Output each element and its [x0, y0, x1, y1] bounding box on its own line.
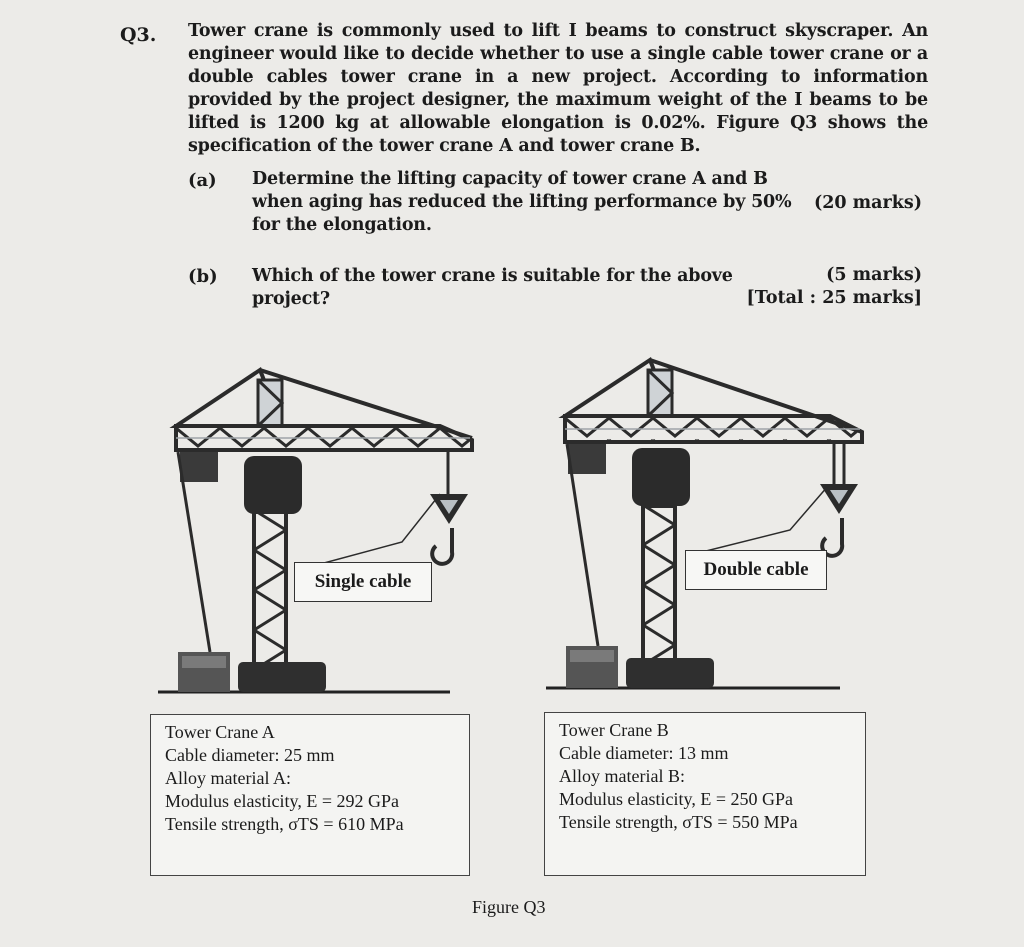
tower-crane-a — [158, 370, 472, 692]
crane-a-cable: Cable diameter: 25 mm — [165, 745, 335, 765]
crane-b-tensile: Tensile strength, σTS = 550 MPa — [559, 812, 798, 832]
crane-a-tensile: Tensile strength, σTS = 610 MPa — [165, 814, 404, 834]
total-marks: [Total : 25 marks] — [746, 288, 922, 308]
spec-box-crane-b — [544, 712, 866, 876]
figure-caption: Figure Q3 — [472, 897, 546, 917]
part-b-marks: (5 marks) — [826, 265, 922, 285]
tower-crane-b — [546, 360, 862, 688]
part-a-text: Determine the lifting capacity of tower crane A and B when aging has reduced the lifting performance by 50% for the elongation. — [252, 169, 792, 235]
crane-a-material: Alloy material A: — [165, 768, 291, 788]
spec-box-crane-a — [150, 714, 470, 876]
crane-b-title: Tower Crane B — [559, 720, 669, 740]
question-text: Tower crane is commonly used to lift I beams to construct skyscraper. An engineer would like to decide whether to use a single cable tower crane or a double cables tower crane in a new project. According to information provided by the project designer, the maximum weight of the I beams to be lifted is 1200 kg at allowable elongation is 0.02%. Figure Q3 shows the specification of the tower crane A and tower crane B. — [188, 21, 928, 156]
crane-a-modulus: Modulus elasticity, E = 292 GPa — [165, 791, 399, 811]
crane-a-title: Tower Crane A — [165, 722, 275, 742]
crane-b-cable: Cable diameter: 13 mm — [559, 743, 729, 763]
part-b-text: Which of the tower crane is suitable for the above project? — [252, 266, 733, 309]
part-b-label: (b) — [188, 266, 218, 287]
part-a-marks: (20 marks) — [813, 193, 922, 213]
crane-b-material: Alloy material B: — [559, 766, 685, 786]
question-number: Q3. — [120, 24, 157, 46]
part-a-label: (a) — [188, 170, 217, 191]
crane-b-modulus: Modulus elasticity, E = 250 GPa — [559, 789, 793, 809]
double-cable-label: Double cable — [685, 550, 827, 590]
single-cable-label: Single cable — [294, 562, 432, 602]
